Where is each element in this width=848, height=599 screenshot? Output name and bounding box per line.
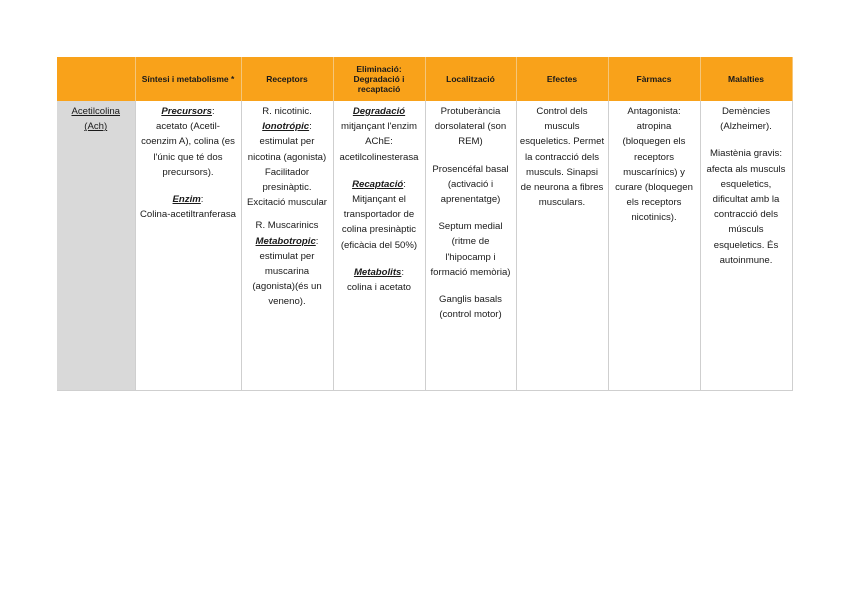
header-efectes: Efectes: [516, 57, 608, 101]
neurotransmitter-table: [57, 57, 793, 391]
localitzacio-3: Septum medial (ritme de l'hipocamp i formació memòria): [430, 221, 511, 278]
farmacs-text: Antagonista: atropina (bloquegen els receptors muscarínics) y curare (bloquegen els receptors nicotinics).: [615, 106, 693, 224]
table-row: [57, 101, 792, 391]
cell-farmacs: [608, 101, 700, 391]
degradacio-title: Degradació: [352, 106, 406, 117]
precursors-text: acetato (Acetil-coenzim A), colina (es l'únic que té dos precursors).: [141, 121, 235, 178]
cell-localitzacio: [425, 101, 516, 391]
row-name-line2: (Ach): [84, 121, 108, 133]
header-localitzacio: Localització: [425, 57, 516, 101]
header-sintesi: Síntesi i metabolisme *: [135, 57, 241, 101]
row-name: [57, 101, 135, 391]
ionotropic-title: Ionotrópic: [262, 121, 310, 133]
efectes-text: Control dels musculs esqueletics. Permet la contracció dels musculs. Sinapsi de neurona a fibres musculars.: [519, 106, 605, 209]
enzim-title: Enzim: [172, 194, 201, 206]
cell-receptors: R. nicotinic. Ionotrópic: estimulat per nicotina (agonista) Facilitador presinàptic. Excitació muscular R. Muscarinics Metabotropic: estimulat per muscarina (agonista)(és un veneno).: [241, 101, 333, 391]
malalties-2: Miastènia gravis: afecta als musculs esqueletics, dificultat amb la contracció dels músculs esqueletics. És autoinmune.: [706, 148, 786, 266]
localitzacio-4: Ganglis basals (control motor): [439, 294, 502, 321]
row-name-line1: Acetilcolina: [71, 106, 121, 117]
receptor-nicotinic: R. nicotinic.: [262, 106, 312, 117]
degradacio-text: mitjançant l'enzim AChE: acetilcolinesterasa: [339, 121, 419, 163]
cell-malalties: [700, 101, 792, 391]
cell-sintesi: Precursors: acetato (Acetil-coenzim A), colina (es l'únic que té dos precursors). Enzim: Colina-acetiltranferasa: [135, 101, 241, 391]
malalties-1: Demències (Alzheimer).: [720, 106, 772, 133]
header-empty: [57, 57, 135, 101]
recaptacio-title: Recaptació: [352, 178, 404, 190]
localitzacio-2: Prosencéfal basal (activació i aprenentatge): [432, 163, 509, 206]
header-farmacs: Fàrmacs: [608, 57, 700, 101]
metabotropic-title: Metabotropic: [255, 235, 316, 247]
metabotropic-text: estimulat per muscarina (agonista)(és un veneno).: [252, 250, 322, 308]
precursors-title: Precursors: [161, 106, 212, 117]
header-row: [57, 57, 792, 101]
ionotropic-text: estimulat per nicotina (agonista) Facilitador presinàptic. Excitació muscular: [247, 136, 327, 209]
metabolits-text: colina i acetato: [347, 282, 411, 294]
cell-efectes: [516, 101, 608, 391]
recaptacio-text: Mitjançant el transportador de colina presinàptic (eficàcia del 50%): [340, 194, 418, 251]
metabolits-title: Metabolits: [353, 266, 402, 278]
receptor-muscarinic: R. Muscarinics: [255, 220, 319, 232]
cell-eliminacio: Degradació mitjançant l'enzim AChE: acetilcolinesterasa Recaptació: Mitjançant el transportador de colina presinàptic (eficàcia del 50%) Metabolits: colina i acetato: [333, 101, 425, 391]
header-malalties: Malalties: [700, 57, 792, 101]
localitzacio-1: Protuberància dorsolateral (son REM): [434, 106, 507, 148]
header-receptors: Receptors: [241, 57, 333, 101]
header-eliminacio: Eliminació: Degradació i recaptació: [333, 57, 425, 101]
enzim-text: Colina-acetiltranferasa: [140, 209, 236, 221]
